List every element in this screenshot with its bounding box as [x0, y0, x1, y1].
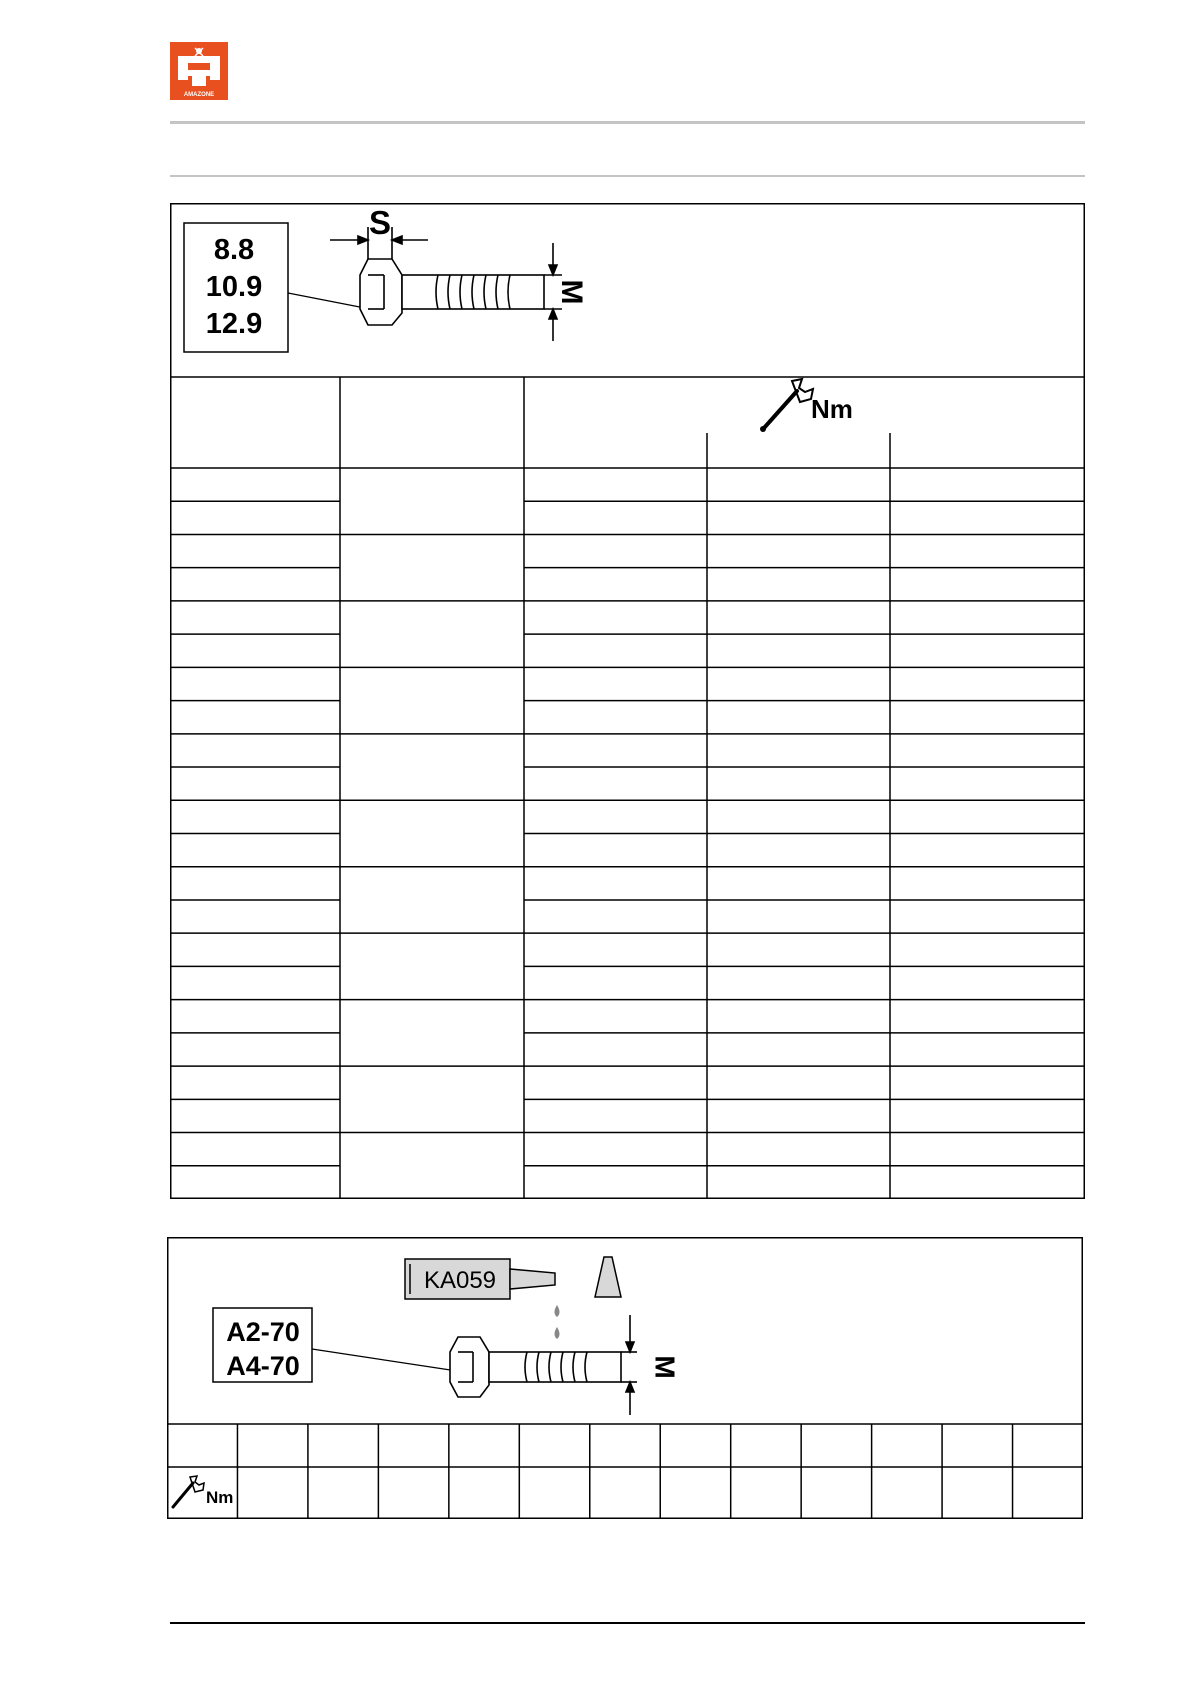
stainless-torque-table: [167, 1237, 1083, 1519]
footer-rule: [170, 1622, 1085, 1624]
grade-label-10-9: 10.9: [205, 271, 263, 303]
stainless-thread-diameter-label: M: [649, 1355, 681, 1379]
grade-label-a2-70: A2-70: [226, 1317, 300, 1347]
torque-unit-label: Nm: [811, 394, 853, 424]
stainless-torque-table-grid: [167, 1237, 1083, 1519]
stainless-bolt-drawing-icon: [450, 1315, 637, 1415]
grade-label-a4-70: A4-70: [226, 1351, 300, 1381]
header-rule-bottom: [170, 175, 1085, 177]
bolt-torque-table-grid: [170, 203, 1085, 1199]
logo-text: AMAZONE: [183, 92, 215, 98]
bolt-torque-table: [170, 203, 1085, 1199]
grade-label-12-9: 12.9: [205, 308, 263, 340]
amazone-tractor-logo-icon: [170, 42, 228, 100]
bolt-drawing-icon: [330, 227, 562, 341]
stainless-torque-unit-label: Nm: [206, 1488, 234, 1507]
header-rule-top: [170, 121, 1085, 124]
grade-label-8-8: 8.8: [213, 234, 255, 266]
amazone-logo: [170, 42, 228, 100]
wrench-icon: [760, 379, 813, 432]
adhesive-label: KA059: [423, 1267, 497, 1294]
width-across-flats-label: S: [368, 204, 392, 241]
thread-diameter-label: M: [555, 279, 589, 305]
stainless-wrench-icon: [173, 1476, 204, 1507]
